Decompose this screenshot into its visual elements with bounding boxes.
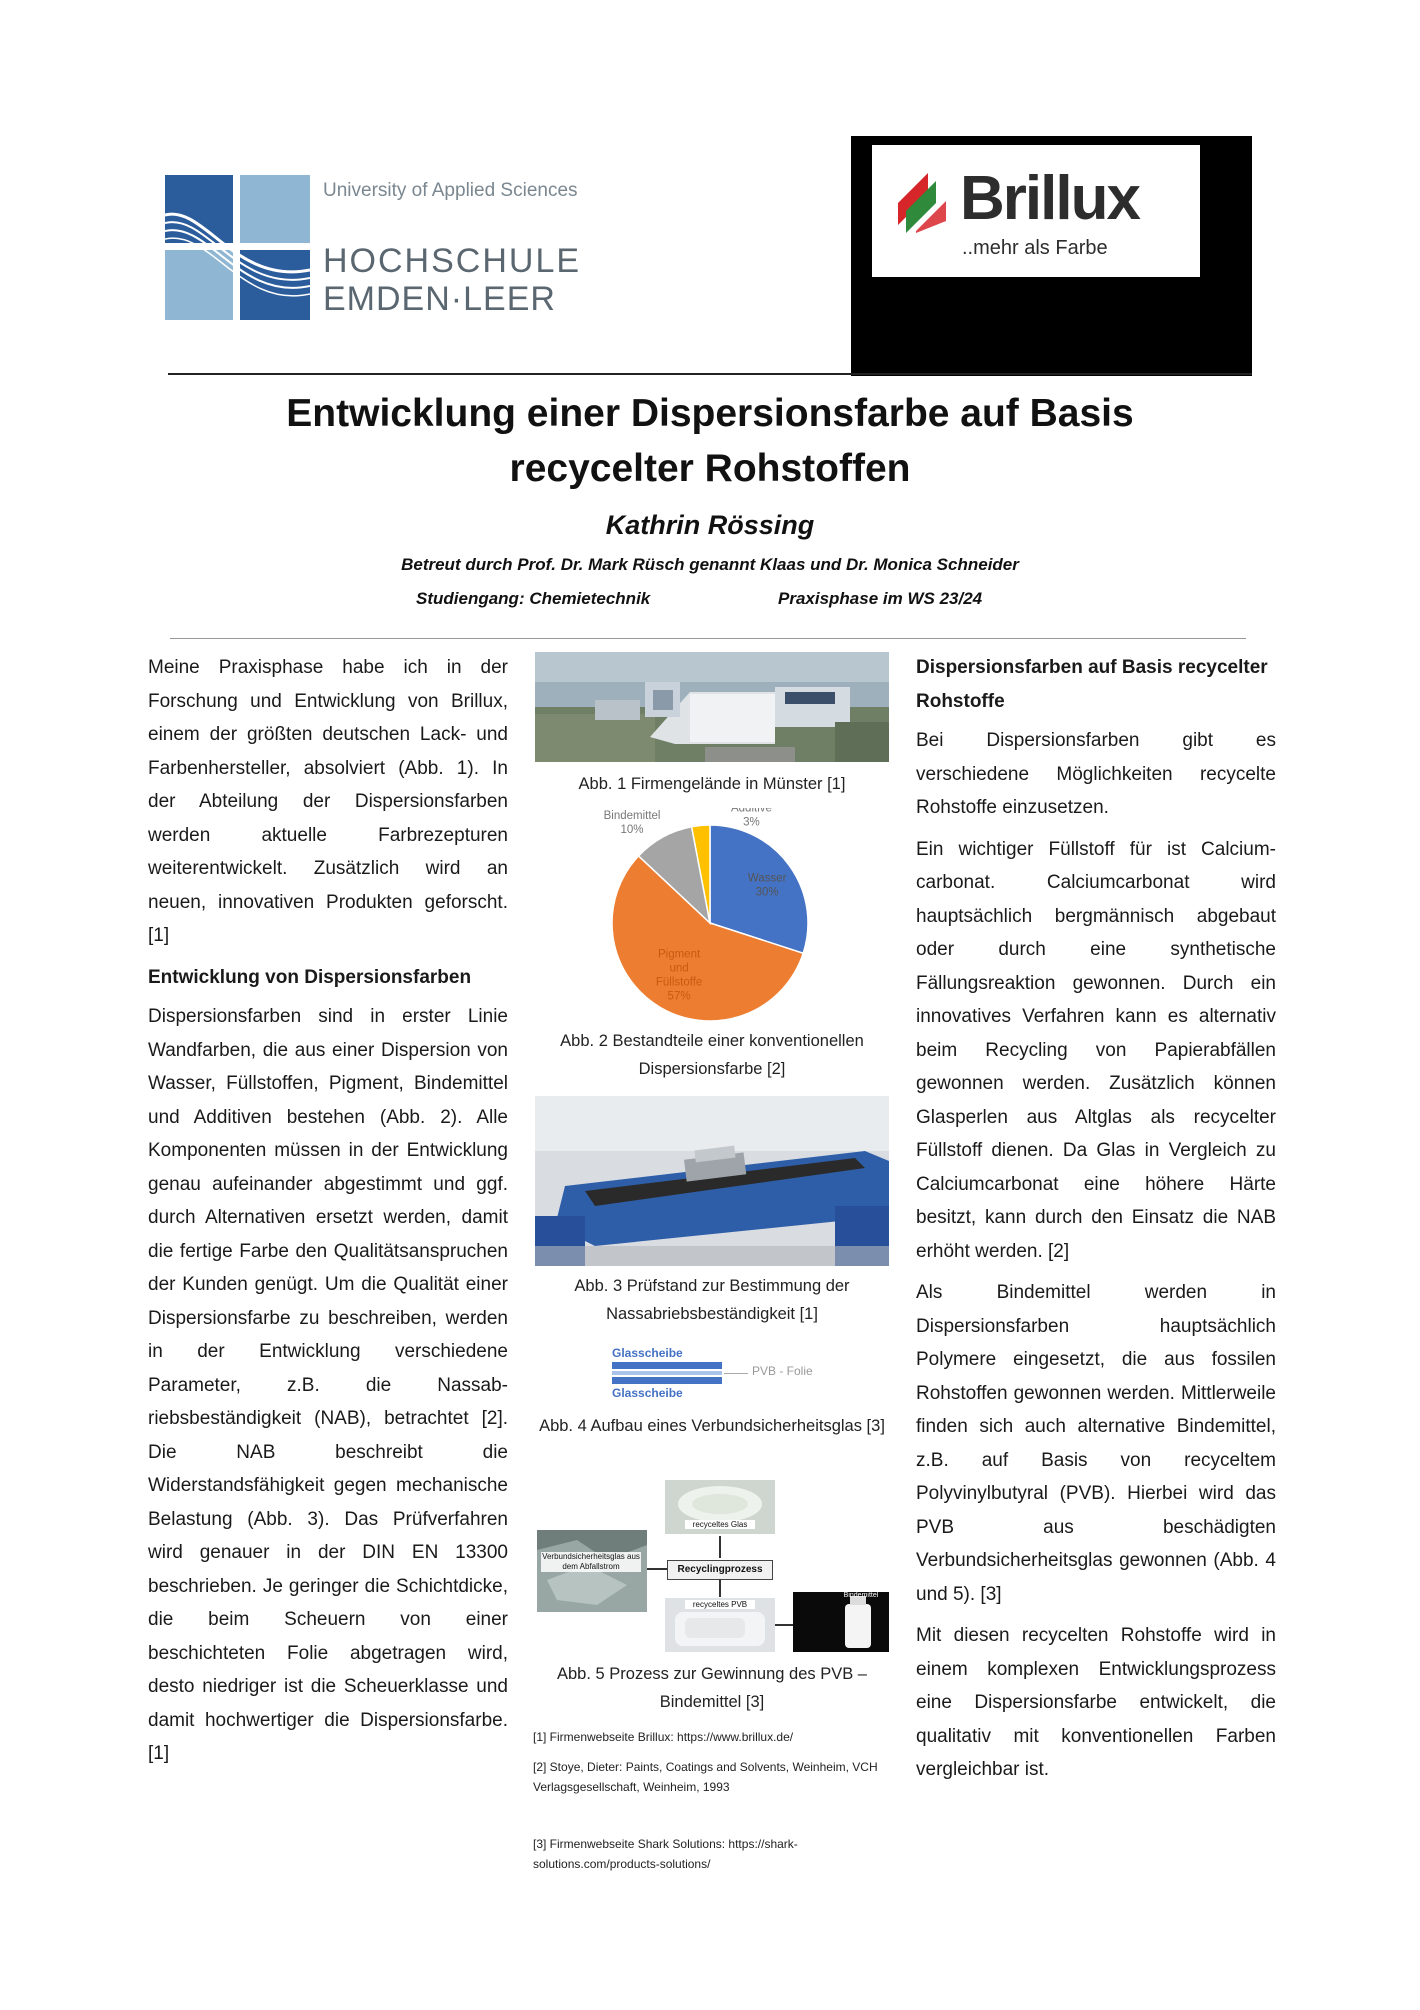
study-program: Studiengang: Chemietechnik — [416, 589, 651, 608]
arrow-to-glass — [719, 1536, 721, 1558]
reference-2: [2] Stoye, Dieter: Paints, Coatings and Solvents, Weinheim, VCH Verlagsgesellschaft, Weinheim, 1993 — [533, 1760, 878, 1794]
abrasion-test-rig-photo — [535, 1096, 889, 1266]
waste-glass-label: Verbundsicherheitsglas aus dem Abfallstrom — [542, 1552, 640, 1571]
pvb-pointer-line — [724, 1373, 748, 1374]
glass-top-pane — [612, 1362, 722, 1369]
company-site-photo — [535, 652, 889, 762]
poster-title-line2: recycelter Rohstoffen — [509, 447, 911, 490]
glass-bottom-pane — [612, 1377, 722, 1384]
left-column — [148, 651, 508, 1779]
author-name: Kathrin Rössing — [605, 510, 815, 540]
arrow-from-source — [647, 1568, 667, 1570]
right-paragraph-3: Als Bindemittel werden in Dispersionsfarben hauptsächlich Polymere eingesetzt, die aus fossilen Rohstoffen gewonnen werden. Mittlerweile finden sich auch alternative Bindemittel, z.B. auf Basis von recyceltem Polyvinylbutyral (PVB). Hierbei wird das PVB aus beschädigten Verbundsicherheitsglas gewonnen (Abb. 4 und 5). [3] — [916, 1282, 1276, 1605]
figure3-caption: Abb. 3 Prüfstand zur Bestimmung der Nassabriebsbeständigkeit [1] — [574, 1277, 850, 1323]
binder-bottle-photo — [793, 1592, 889, 1652]
arrow-to-binder — [775, 1624, 793, 1626]
figure4-caption: Abb. 4 Aufbau eines Verbundsicherheitsglas [3] — [539, 1417, 885, 1435]
figure2-caption: Abb. 2 Bestandteile einer konventionellen Dispersionsfarbe [2] — [560, 1032, 864, 1078]
brillux-logo — [872, 145, 1200, 277]
pvb-film-label: PVB - Folie — [752, 1364, 813, 1378]
waste-glass-photo — [537, 1530, 647, 1612]
recycled-glass-photo — [665, 1480, 775, 1534]
university-subtitle: University of Applied Sciences — [323, 180, 578, 201]
reference-1: [1] Firmenwebseite Brillux: https://www.brillux.de/ — [533, 1730, 794, 1744]
poster-title-line1: Entwicklung einer Dispersionsfarbe auf Basis — [286, 392, 1134, 435]
recycling-process-box: Recyclingprozess — [667, 1560, 773, 1580]
recycled-pvb-label: recyceltes PVB — [685, 1600, 755, 1609]
internship-term: Praxisphase im WS 23/24 — [778, 589, 983, 608]
hochschule-name-line2: EMDEN·LEER — [323, 280, 556, 318]
development-paragraph: Dispersionsfarben sind in erster Linie Wandfarben, die aus einer Dispersion von Wasser, Füllstoffen, Pigment, Bindemittel und Additiven bestehen (Abb. 2). Alle Komponenten müssen in der Entwicklung genau aufeinander abgestimmt und ggf. durch Alternativen ersetzt werden, damit die fertige Farbe den Qualitätsanspruchen der Kunden genügt. Um die Qualität einer Dispersionsfarbe zu beschreiben, werden in der Entwicklung verschiedene Parameter, z.B. die Nassabriebsbeständigkeit (NAB), betrachtet [2]. Die NAB beschreibt die Widerstandsfähigkeit gegen mechanische Belastung (Abb. 3). Das Prüfverfahren wird genauer in der DIN EN 13300 beschrieben. Je geringer die Schichtdicke, die beim Scheuern von einer beschichteten Folie abgetragen wird, desto niedriger ist die Scheuerklasse und damit hochwertiger die Dispersionsfarbe. [1] — [148, 1006, 508, 1764]
pie-label-bindemittel: Bindemittel 10% — [603, 809, 661, 836]
section-heading-development: Entwicklung von Dispersionsfarben — [148, 966, 472, 988]
reference-3: [3] Firmenwebseite Shark Solutions: https://shark-solutions.com/products-solutions/ — [533, 1837, 798, 1871]
right-paragraph-4: Mit diesen recycelten Rohstoffe wird in einem komplexen Entwicklungsprozess eine Dispersionsfarbe entwickelt, die qualitativ mit konventionellen Farben vergleichbar ist. — [916, 1625, 1276, 1780]
recycled-glass-label: recyceltes Glas — [685, 1520, 755, 1529]
intro-paragraph: Meine Praxisphase habe ich in der Forschung und Entwicklung von Brillux, einem der größten deutschen Lack- und Farbenhersteller, absolviert (Abb. 1). In der Abteilung der Dispersionsfarben werden aktuelle Farbrezepturen weiterentwickelt. Zusätzlich wird an neuen, innovativen Produkten geforscht. [1] — [148, 657, 508, 946]
pvb-recycling-process-diagram — [535, 1480, 889, 1652]
brillux-wordmark: Brillux — [960, 164, 1139, 233]
pie-chart-svg — [575, 808, 835, 1023]
glass-top-label: Glasscheibe — [612, 1346, 683, 1360]
brillux-logo-box — [851, 136, 1252, 376]
right-paragraph-1: Bei Dispersionsfarben gibt es verschiedene Möglichkeiten recycelte Rohstoffe einzusetzen. — [916, 730, 1276, 818]
hochschule-logo — [165, 170, 605, 330]
title-divider — [170, 638, 1246, 639]
glass-bottom-label: Glasscheibe — [612, 1386, 683, 1400]
pie-label-pigment: Pigment und Füllstoffe 57% — [655, 948, 703, 1003]
hochschule-mark-icon — [165, 175, 310, 320]
section-heading-recycled: Dispersionsfarben auf Basis recycelter Rohstoffe — [916, 657, 1268, 712]
pie-label-wasser: Wasser 30% — [747, 872, 787, 899]
arrow-to-pvb — [719, 1579, 721, 1597]
header-divider — [168, 373, 1252, 375]
right-paragraph-2: Ein wichtiger Füllstoff für ist Calciumcarbonat. Calciumcarbonat wird hauptsächlich bergmännisch abgebaut oder durch eine synthetische Fällungsreaktion gewonnen. Durch ein innovatives Verfahren kann es alternativ beim Recycling von Papierabfällen gewonnen werden. Zusätzlich können Glasperlen aus Altglas als recycelter Füllstoff dienen. Da Glas in Vergleich zu Calciumcarbonat eine höhere Härte besitzt, kann durch den Einsatz die NAB erhöht werden. [2] — [916, 838, 1276, 1262]
right-column — [916, 651, 1276, 1795]
brillux-tagline: ..mehr als Farbe — [962, 237, 1108, 259]
pie-label-additive: Additive 3% — [730, 808, 772, 829]
hochschule-name-line1: HOCHSCHULE — [323, 242, 582, 280]
laminated-glass-diagram — [600, 1346, 840, 1406]
supervisor-line: Betreut durch Prof. Dr. Mark Rüsch genannt Klaas und Dr. Monica Schneider — [401, 555, 1019, 574]
figure5-caption: Abb. 5 Prozess zur Gewinnung des PVB – Bindemittel [3] — [556, 1665, 867, 1711]
recycled-pvb-photo — [665, 1598, 775, 1652]
binder-label: Bindemittel — [843, 1592, 879, 1599]
pvb-film-layer — [612, 1371, 722, 1375]
figure1-caption: Abb. 1 Firmengelände in Münster [1] — [578, 775, 846, 793]
brillux-mark-icon — [898, 173, 954, 233]
composition-pie-chart — [575, 808, 835, 1023]
